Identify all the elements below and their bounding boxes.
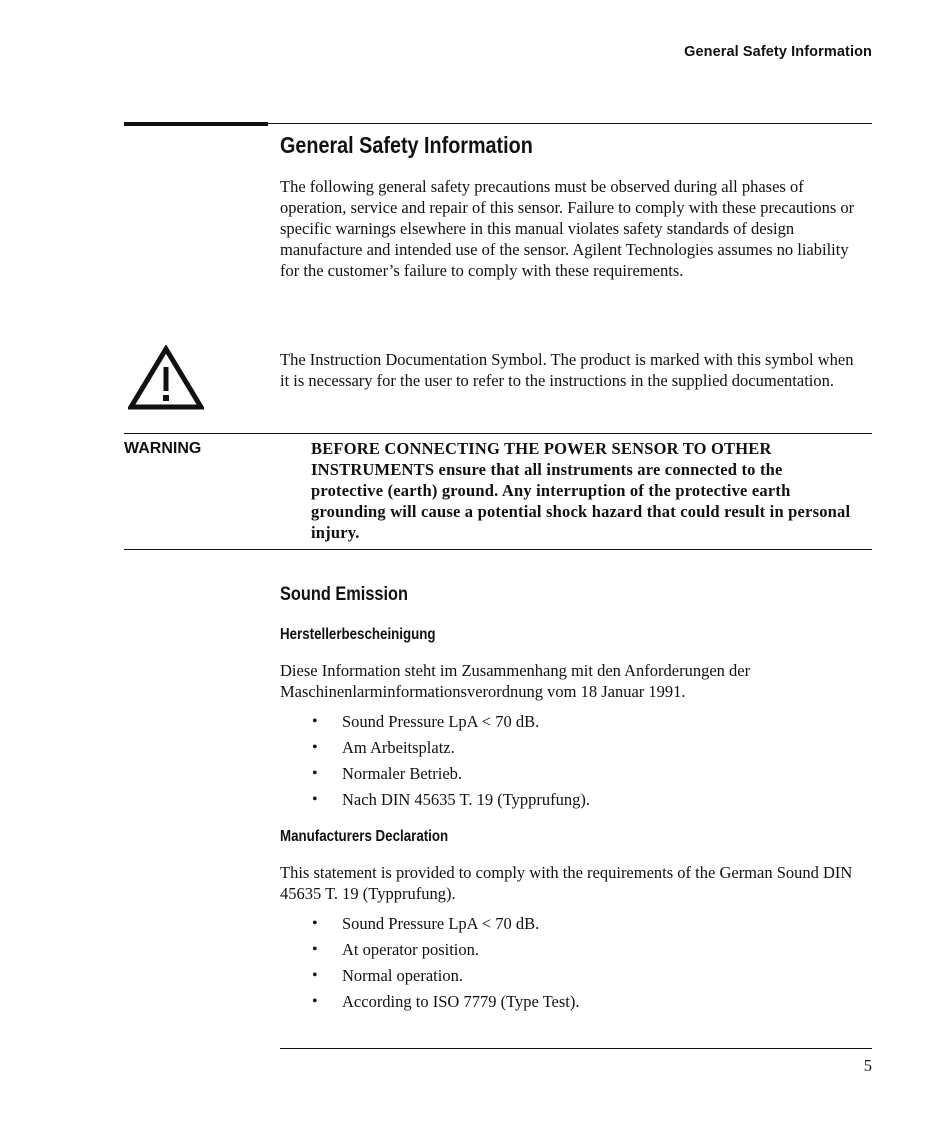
section-rule-thin bbox=[268, 123, 872, 124]
warning-bottom-rule bbox=[124, 549, 872, 550]
list-item bbox=[280, 711, 590, 737]
list-item-text: Sound Pressure LpA < 70 dB. bbox=[342, 914, 540, 933]
english-bullet-list bbox=[280, 913, 580, 1017]
section-title: General Safety Information bbox=[280, 132, 533, 158]
list-item bbox=[280, 763, 590, 789]
german-declaration-title: Herstellerbescheinigung bbox=[280, 626, 436, 643]
warning-top-rule bbox=[124, 433, 872, 434]
warning-triangle-icon bbox=[128, 345, 204, 411]
footer-rule bbox=[280, 1048, 872, 1049]
bullet-icon: • bbox=[312, 915, 318, 932]
list-item bbox=[280, 991, 580, 1017]
list-item bbox=[280, 965, 580, 991]
warning-label: WARNING bbox=[124, 440, 202, 457]
bullet-icon: • bbox=[312, 713, 318, 730]
list-item-text: Normal operation. bbox=[342, 966, 463, 985]
list-item bbox=[280, 939, 580, 965]
list-item-text: At operator position. bbox=[342, 940, 480, 959]
bullet-icon: • bbox=[312, 941, 318, 958]
bullet-icon: • bbox=[312, 993, 318, 1010]
list-item-text: Normaler Betrieb. bbox=[342, 764, 463, 783]
german-declaration-paragraph: Diese Information steht im Zusammenhang mit den Anforderungen der Maschinenlarminformationsverordnung vom 18 Januar 1991. bbox=[280, 661, 751, 701]
list-item-text: According to ISO 7779 (Type Test). bbox=[342, 992, 580, 1011]
manufacturers-declaration-paragraph: This statement is provided to comply with the requirements of the German Sound DIN 45635 T. 19 (Typprufung). bbox=[280, 863, 853, 903]
list-item bbox=[280, 737, 590, 763]
list-item bbox=[280, 913, 580, 939]
list-item-text: Sound Pressure LpA < 70 dB. bbox=[342, 712, 540, 731]
bullet-icon: • bbox=[312, 739, 318, 756]
warning-text: BEFORE CONNECTING THE POWER SENSOR TO OTHER INSTRUMENTS ensure that all instruments are connected to the protective (earth) ground. Any interruption of the protective earth grounding will cause a potential shock hazard that could result in personal injury. bbox=[311, 439, 851, 542]
german-bullet-list bbox=[280, 711, 590, 815]
sound-emission-title: Sound Emission bbox=[280, 584, 409, 605]
list-item-text: Nach DIN 45635 T. 19 (Typprufung). bbox=[342, 790, 590, 809]
section-rule-thick bbox=[124, 122, 268, 126]
instruction-symbol-paragraph: The Instruction Documentation Symbol. The product is marked with this symbol when it is necessary for the user to refer to the instructions in the supplied documentation. bbox=[280, 350, 854, 390]
bullet-icon: • bbox=[312, 967, 318, 984]
manufacturers-declaration-title: Manufacturers Declaration bbox=[280, 828, 449, 845]
list-item bbox=[280, 789, 590, 815]
bullet-icon: • bbox=[312, 791, 318, 808]
page-number: 5 bbox=[863, 1056, 872, 1075]
safety-intro-paragraph: The following general safety precautions must be observed during all phases of operation, service and repair of this sensor. Failure to comply with these precautions or specific warnings elsewhere in this manual violates safety standards of design manufacture and intended use of the sensor. Agilent Technologies assumes no liability for the customer’s failure to comply with these requirements. bbox=[280, 177, 855, 280]
list-item-text: Am Arbeitsplatz. bbox=[342, 738, 455, 757]
bullet-icon: • bbox=[312, 765, 318, 782]
running-header: General Safety Information bbox=[684, 44, 872, 60]
